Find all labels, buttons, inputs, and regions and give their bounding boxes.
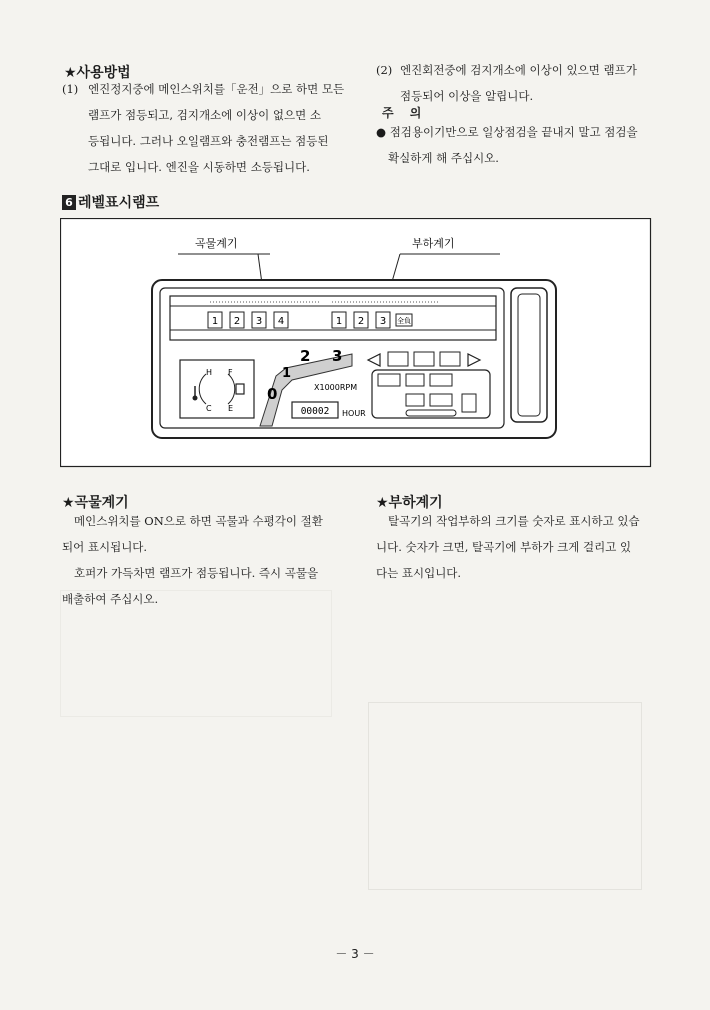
item-number: (1): [62, 82, 79, 96]
hour-value: 00002: [300, 406, 330, 417]
rpm-unit: X1000RPM: [314, 383, 358, 392]
rpm-digit: 2: [300, 347, 311, 365]
usage-title: ★사용방법: [64, 65, 131, 81]
section-number: 6: [62, 195, 76, 210]
gauge-c: C: [206, 404, 212, 413]
gauge-h: H: [206, 368, 213, 377]
caution-title: 주 의: [382, 106, 428, 120]
caution-text: [376, 119, 638, 171]
grain-line: 되어 표시됩니다.: [62, 540, 148, 554]
usage-item-1-line: 램프가 점등되고, 검지개소에 이상이 없으면 소: [88, 108, 322, 122]
usage-item-1: [62, 76, 344, 180]
grain-line: 배출하여 주십시오.: [62, 592, 159, 606]
label-load-meter: 부하계기: [412, 237, 455, 250]
usage-item-2-line: 엔진회전중에 검지개소에 이상이 있으면 램프가: [400, 63, 637, 77]
caution-line: 확실하게 해 주십시오.: [388, 151, 499, 165]
gauge-e: E: [228, 404, 234, 413]
load-meter-text: [376, 508, 640, 586]
usage-item-2: [376, 57, 637, 109]
load-line: 니다. 숫자가 크면, 탈곡기에 부하가 크게 걸리고 있: [376, 540, 632, 554]
usage-item-2-line: 점등되어 이상을 알립니다.: [400, 89, 534, 103]
gauge-f: F: [228, 368, 233, 377]
rpm-zero: 0: [267, 385, 278, 403]
svg-text:3: 3: [255, 316, 263, 327]
usage-item-1-line: 엔진정지중에 메인스위치를「운전」으로 하면 모든: [88, 82, 345, 96]
svg-text:3: 3: [379, 316, 387, 327]
svg-text:2: 2: [357, 316, 365, 327]
item-number: (2): [376, 63, 393, 77]
page-number: － 3 －: [335, 947, 375, 961]
svg-text:全負: 全負: [397, 317, 411, 325]
showthrough-box: [368, 702, 642, 890]
grain-line: 호퍼가 가득차면 램프가 점등됩니다. 즉시 곡물을: [74, 566, 319, 580]
section-title: 레벨표시램프: [78, 195, 160, 211]
grain-meter-text: [62, 508, 323, 612]
caution-line: ● 점검용이기만으로 일상점검을 끝내지 말고 점검을: [376, 125, 638, 139]
svg-text:1: 1: [335, 316, 343, 327]
grain-line: 메인스위치를 ON으로 하면 곡물과 수평각이 절환: [74, 514, 323, 528]
grain-meter-title: ★곡물계기: [62, 495, 129, 511]
svg-text:2: 2: [233, 316, 241, 327]
svg-text:4: 4: [277, 316, 285, 327]
rpm-digit: 1: [282, 366, 292, 381]
hour-label: HOUR: [342, 409, 366, 418]
level-strip: [170, 296, 496, 340]
rpm-digit: 3: [332, 347, 343, 365]
label-grain-meter: 곡물계기: [195, 237, 238, 250]
svg-text:1: 1: [211, 316, 219, 327]
usage-item-1-line: 그대로 입니다. 엔진을 시동하면 소등됩니다.: [88, 160, 310, 174]
usage-item-1-line: 등됩니다. 그러나 오일램프와 충전램프는 점등된: [88, 134, 329, 148]
load-line: 탈곡기의 작업부하의 크기를 숫자로 표시하고 있습: [388, 514, 640, 528]
load-meter-title: ★부하계기: [376, 495, 443, 511]
load-line: 다는 표시입니다.: [376, 566, 462, 580]
section-heading: [62, 192, 159, 212]
level-display-panel-figure: [60, 218, 654, 468]
